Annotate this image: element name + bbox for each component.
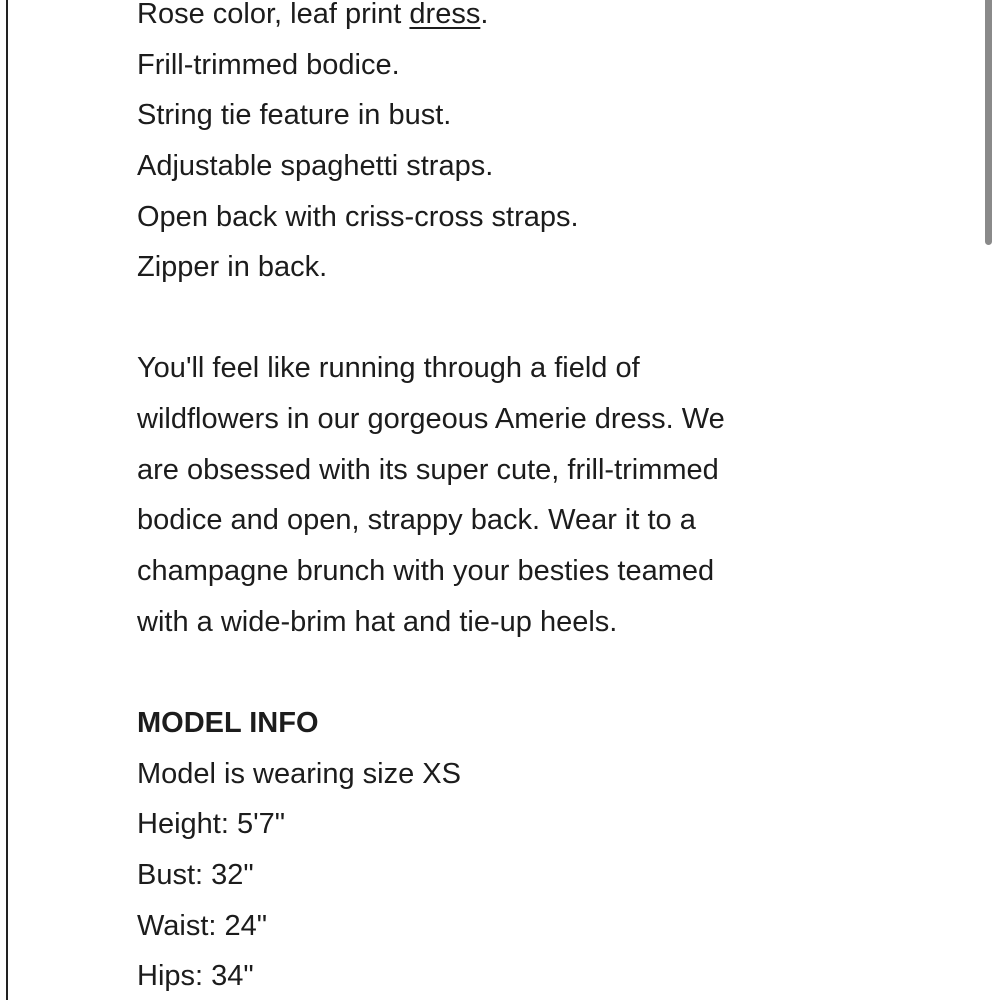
feature-line: Open back with criss-cross straps.: [137, 200, 579, 233]
blank-line: [137, 647, 937, 698]
feature-line: String tie feature in bust.: [137, 99, 452, 132]
model-info-heading: MODEL INFO: [137, 706, 319, 739]
paragraph-line: are obsessed with its super cute, frill-trimmed: [137, 453, 719, 486]
left-border-rule: [6, 0, 8, 1000]
intro-line: [137, 0, 937, 40]
paragraph-line: with a wide-brim hat and tie-up heels.: [137, 605, 618, 638]
intro-prefix: Rose color, leaf print: [137, 0, 410, 30]
feature-line: Adjustable spaghetti straps.: [137, 149, 494, 182]
feature-line: Frill-trimmed bodice.: [137, 48, 400, 81]
model-info-line: Model is wearing size XS: [137, 757, 461, 790]
model-info-line: Waist: 24": [137, 909, 268, 942]
model-info-line: Bust: 32": [137, 858, 254, 891]
paragraph-line: champagne brunch with your besties teamed: [137, 555, 715, 588]
model-info-line: Hips: 34": [137, 960, 254, 993]
intro-suffix: .: [480, 0, 489, 30]
feature-line: Zipper in back.: [137, 251, 328, 284]
vertical-scrollbar-thumb[interactable]: [985, 0, 992, 245]
dress-link[interactable]: dress: [409, 0, 481, 30]
paragraph-line: bodice and open, strappy back. Wear it to a: [137, 504, 696, 537]
description-text-block: [137, 0, 937, 1000]
paragraph-line: wildflowers in our gorgeous Amerie dress. We: [137, 403, 725, 436]
model-info-line: Height: 5'7": [137, 808, 286, 841]
blank-line: [137, 293, 937, 344]
paragraph-line: You'll feel like running through a field of: [137, 352, 640, 385]
